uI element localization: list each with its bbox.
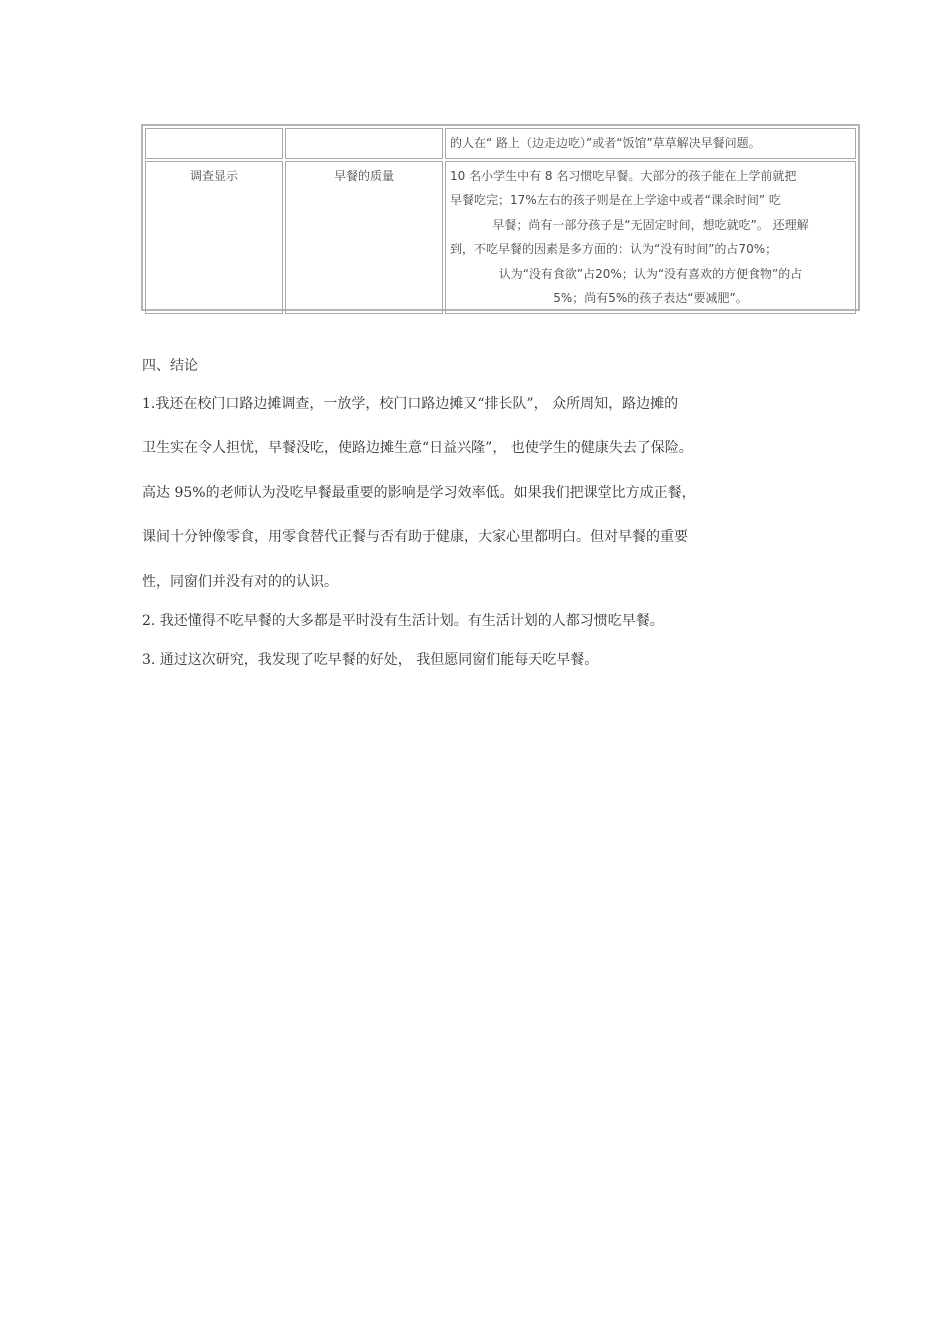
conclusion-paragraph-line: 1.我还在校门口路边摊调查，一放学，校门口路边摊又“排长队”， 众所周知，路边摊的 [142,396,679,412]
table-cell-category: 调查显示 [145,161,283,314]
findings-line: 10 名小学生中有 8 名习惯吃早餐。大部分的孩子能在上学前就把 [450,168,797,183]
table-cell-topic [285,128,443,159]
table-row [145,128,856,159]
conclusion-heading: 四、结论 [142,358,198,374]
findings-line: 到，不吃早餐的因素是多方面的：认为“没有时间”的占70%； [450,242,778,256]
table-cell-category [145,128,283,159]
findings-line: 早餐吃完；17%左右的孩子则是在上学途中或者“课余时间” 吃 [450,193,781,207]
conclusion-paragraph-line: 课间十分钟像零食，用零食替代正餐与否有助于健康，大家心里都明白。但对早餐的重要 [142,529,688,545]
conclusion-paragraph-line: 性，同窗们并没有对的的认识。 [142,574,338,590]
table-cell-topic: 早餐的质量 [285,161,443,314]
findings-line: 的人在“ 路上（边走边吃）”或者“饭馆”草草解决早餐问题。 [450,136,761,150]
table-cell-findings [445,128,856,159]
findings-line: 早餐；尚有一部分孩子是“无固定时间，想吃就吃”。 还理解 [492,217,809,232]
survey-table [141,124,860,311]
conclusion-paragraph-line: 卫生实在令人担忧，早餐没吃，使路边摊生意“日益兴隆”， 也使学生的健康失去了保险。 [142,440,693,456]
table-cell-findings [445,161,856,314]
table-row [145,161,856,314]
findings-line: 5%；尚有5%的孩子表达“要减肥”。 [553,291,748,305]
conclusion-point-2: 2. 我还懂得不吃早餐的大多都是平时没有生活计划。有生活计划的人都习惯吃早餐。 [142,613,664,629]
conclusion-paragraph-line: 高达 95%的老师认为没吃早餐最重要的影响是学习效率低。如果我们把课堂比方成正餐， [142,485,696,501]
findings-line: 认为“没有食欲”占20%；认为“没有喜欢的方便食物”的占 [498,266,803,281]
survey-table-grid [143,126,858,316]
conclusion-point-3: 3. 通过这次研究，我发现了吃早餐的好处， 我但愿同窗们能每天吃早餐。 [142,652,599,668]
